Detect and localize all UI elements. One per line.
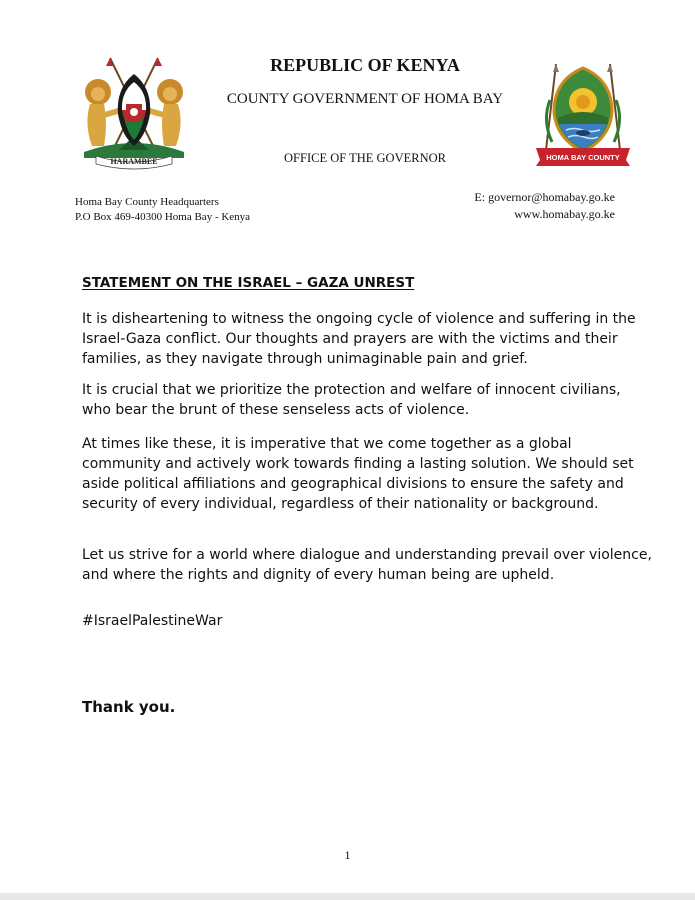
- page-bottom-edge: [0, 893, 695, 900]
- homa-bay-banner-text: HOMA BAY COUNTY: [546, 153, 620, 162]
- page-number: 1: [344, 848, 351, 862]
- letterhead-subtitle: COUNTY GOVERNMENT OF HOMA BAY: [226, 91, 504, 107]
- letterhead-office: OFFICE OF THE GOVERNOR: [284, 151, 446, 165]
- statement-paragraph: It is disheartening to witness the ongoing cycle of violence and suffering in the Israel-Gaza conflict. Our thoughts and prayers are with the victims and their families, as they navigate through unimaginable pain and grief.: [82, 311, 636, 367]
- address-line-1: Homa Bay County Headquarters: [75, 196, 219, 208]
- statement-paragraph: Let us strive for a world where dialogue and understanding prevail over violence, and where the rights and dignity of every human being are upheld.: [82, 547, 652, 583]
- harambee-motto: HARAMBEE: [110, 157, 158, 166]
- contact-email: E: governor@homabay.go.ke: [474, 190, 615, 204]
- kenya-coat-of-arms-icon: [74, 52, 194, 170]
- statement-heading: STATEMENT ON THE ISRAEL – GAZA UNREST: [82, 275, 415, 291]
- address-line-2: P.O Box 469-40300 Homa Bay - Kenya: [75, 211, 251, 223]
- closing-thanks: Thank you.: [82, 698, 176, 716]
- statement-hashtag: #IsraelPalestineWar: [82, 613, 223, 629]
- contact-website: www.homabay.go.ke: [514, 207, 615, 221]
- statement-paragraph: It is crucial that we prioritize the protection and welfare of innocent civilians, who bear the brunt of these senseless acts of violence.: [82, 382, 621, 418]
- homa-bay-county-emblem-icon: [528, 60, 638, 170]
- statement-paragraph: At times like these, it is imperative that we come together as a global community and actively work towards finding a lasting solution. We should set aside political affiliations and geographical divisions to ensure the safety and security of every individual, regardless of their nationality or background.: [82, 436, 634, 512]
- letterhead-title: REPUBLIC OF KENYA: [270, 55, 460, 75]
